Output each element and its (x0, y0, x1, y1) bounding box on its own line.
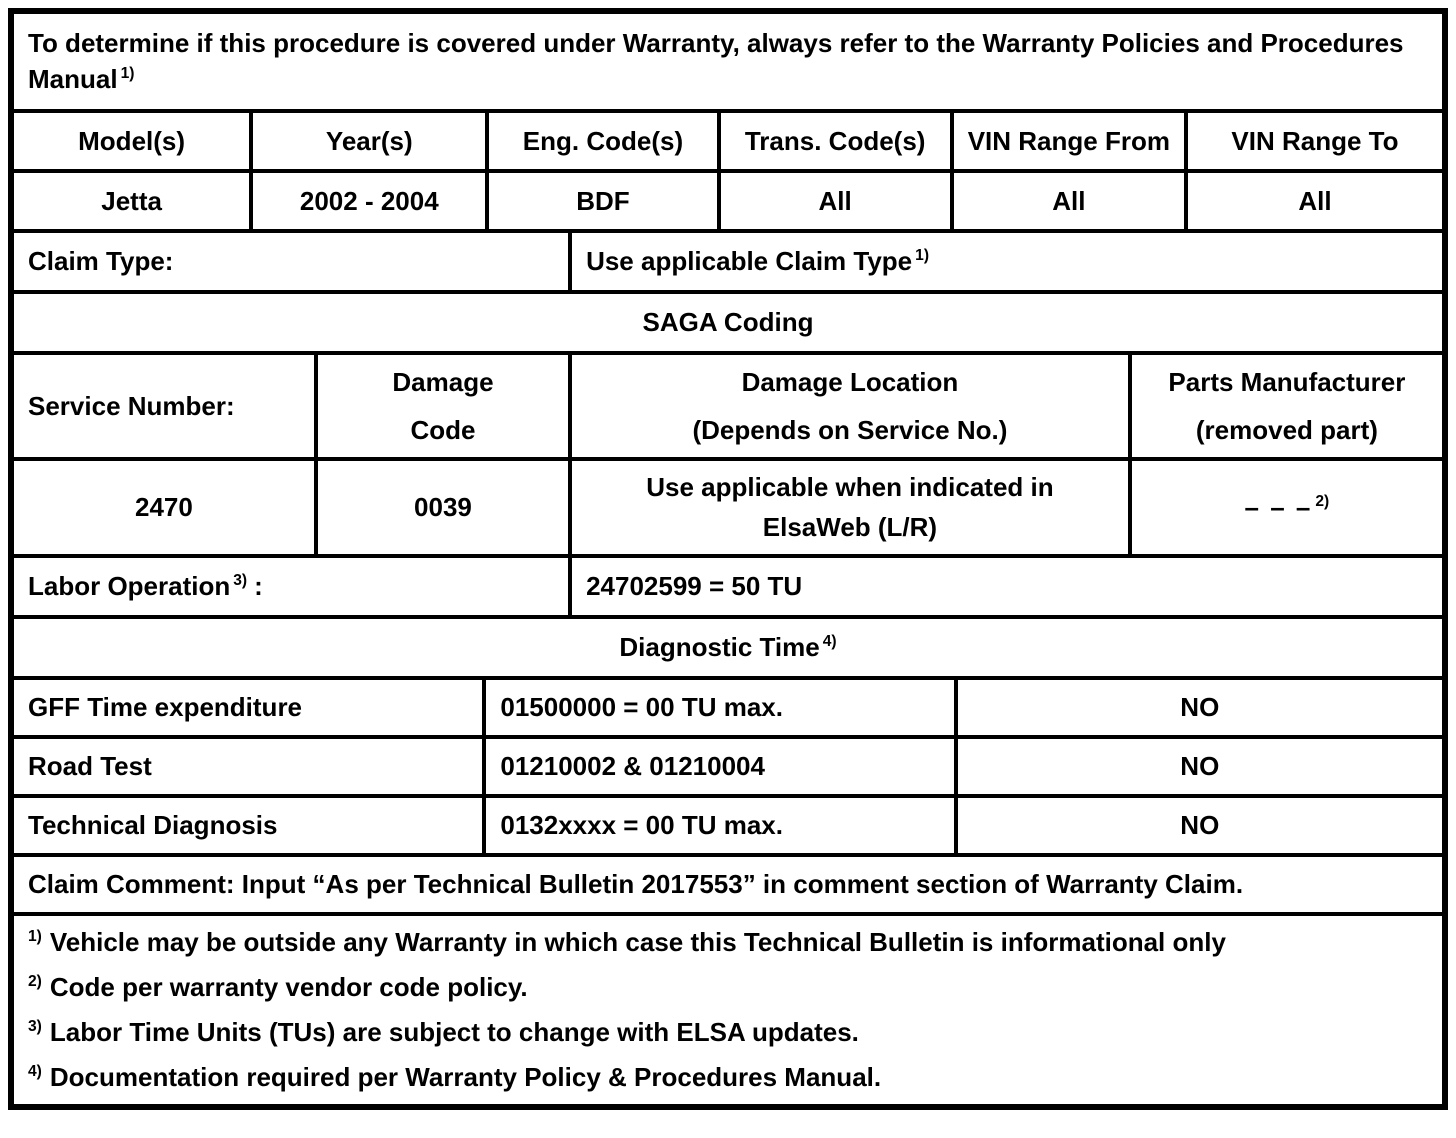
footnotes-row (14, 912, 1442, 1104)
diagnostic-time-banner-row (14, 615, 1442, 676)
vin-to-header-cell (1184, 113, 1442, 169)
trans-code-value: All (818, 185, 852, 216)
years-value: 2002 - 2004 (299, 185, 439, 216)
eng-code-value-cell (485, 173, 716, 229)
eng-code-value: BDF (576, 185, 630, 216)
footnote-4 (28, 1062, 881, 1093)
model-value-cell (14, 173, 249, 229)
saga-coding-title: SAGA Coding (642, 307, 814, 337)
model-header-cell (14, 113, 249, 169)
gff-time-allowed-cell (954, 680, 1442, 735)
footnote-2-text: Code per warranty vendor code policy. (49, 972, 528, 1002)
parts-manufacturer-header-line2: (removed part) (1195, 414, 1378, 445)
labor-operation-label (28, 571, 263, 602)
technical-diagnosis-allowed: NO (1180, 810, 1220, 840)
claim-type-footnote-ref: 1) (915, 247, 930, 265)
vin-from-value: All (1052, 185, 1086, 216)
vin-from-header-cell (950, 113, 1184, 169)
gff-time-allowed: NO (1180, 692, 1220, 722)
saga-coding-banner-row (14, 290, 1442, 351)
parts-manufacturer-header-line1: Parts Manufacturer (1168, 366, 1406, 397)
intro-text (28, 26, 1428, 98)
gff-time-code-cell (482, 680, 953, 735)
damage-location-value-cell (568, 461, 1128, 554)
intro-row (14, 14, 1442, 109)
diagnostic-time-title-text: Diagnostic Time (619, 632, 820, 662)
model-value: Jetta (101, 185, 162, 216)
damage-location-value-line1: Use applicable when indicated in (646, 472, 1054, 502)
footnote-4-ref: 4) (28, 1063, 42, 1081)
service-number-value: 2470 (135, 492, 193, 522)
labor-operation-colon: : (254, 571, 263, 601)
warranty-information-table (8, 8, 1448, 1110)
claim-comment-text: Claim Comment: Input “As per Technical Bulletin 2017553” in comment section of Warranty Claim. (28, 869, 1244, 899)
footnote-1-ref: 1) (28, 928, 42, 946)
parts-manufacturer-header-cell (1128, 355, 1442, 457)
vin-to-value-cell (1184, 173, 1442, 229)
claim-comment-row (14, 853, 1442, 912)
intro-footnote-ref: 1) (120, 64, 135, 82)
claim-type-row (14, 229, 1442, 290)
parts-manufacturer-value-cell (1128, 461, 1442, 554)
damage-code-value-cell (314, 461, 568, 554)
claim-type-value (586, 246, 929, 277)
saga-header-row (14, 351, 1442, 457)
years-value-cell (249, 173, 485, 229)
technical-diagnosis-code-cell (482, 798, 953, 853)
footnote-3-text: Labor Time Units (TUs) are subject to change with ELSA updates. (49, 1017, 859, 1047)
road-test-code: 01210002 & 01210004 (500, 751, 765, 781)
parts-manufacturer-footnote-ref: 2) (1315, 493, 1330, 511)
damage-location-header-line2: (Depends on Service No.) (692, 414, 1008, 445)
vin-to-header: VIN Range To (1231, 125, 1399, 156)
claim-comment-cell (14, 857, 1442, 912)
vehicle-header-row (14, 109, 1442, 169)
gff-time-label: GFF Time expenditure (28, 692, 303, 722)
road-test-code-cell (482, 739, 953, 794)
service-number-header: Service Number: (28, 390, 235, 421)
labor-operation-value: 24702599 = 50 TU (586, 571, 803, 601)
service-number-header-cell (14, 355, 314, 457)
road-test-allowed-cell (954, 739, 1442, 794)
footnote-1-text: Vehicle may be outside any Warranty in which case this Technical Bulletin is informational only (49, 927, 1226, 957)
labor-operation-label-text: Labor Operation (28, 571, 231, 601)
labor-operation-value-cell (568, 558, 1442, 615)
trans-code-value-cell (717, 173, 950, 229)
years-header-cell (249, 113, 485, 169)
diagnostic-time-banner-cell (14, 619, 1442, 676)
technical-diagnosis-label: Technical Diagnosis (28, 810, 278, 840)
technical-diagnosis-label-cell (14, 798, 482, 853)
claim-type-value-cell (568, 233, 1442, 290)
saga-values-row (14, 457, 1442, 554)
footnotes-cell (14, 916, 1442, 1104)
model-header: Model(s) (78, 125, 186, 156)
diagnostic-time-title (619, 632, 836, 663)
saga-coding-banner-cell (14, 294, 1442, 351)
labor-operation-row (14, 554, 1442, 615)
damage-code-header-cell (314, 355, 568, 457)
footnote-1 (28, 927, 1226, 958)
trans-code-header-cell (717, 113, 950, 169)
years-header: Year(s) (325, 125, 413, 156)
technical-diagnosis-code: 0132xxxx = 00 TU max. (500, 810, 783, 840)
eng-code-header-cell (485, 113, 716, 169)
road-test-allowed: NO (1180, 751, 1220, 781)
eng-code-header: Eng. Code(s) (522, 125, 684, 156)
vin-from-header: VIN Range From (967, 125, 1170, 156)
service-number-value-cell (14, 461, 314, 554)
vin-to-value: All (1298, 185, 1332, 216)
footnote-3 (28, 1017, 859, 1048)
vin-from-value-cell (950, 173, 1184, 229)
road-test-row (14, 735, 1442, 794)
damage-code-value: 0039 (414, 492, 472, 522)
labor-operation-footnote-ref: 3) (233, 572, 248, 590)
gff-time-label-cell (14, 680, 482, 735)
claim-type-label: Claim Type: (28, 246, 174, 276)
technical-diagnosis-allowed-cell (954, 798, 1442, 853)
damage-location-header-line1: Damage Location (741, 366, 959, 397)
footnote-2 (28, 972, 528, 1003)
intro-text-body: To determine if this procedure is covered under Warranty, always refer to the Warranty Policies and Procedures Manual (28, 27, 1404, 94)
damage-location-value-line2: ElsaWeb (L/R) (762, 512, 938, 542)
footnote-4-text: Documentation required per Warranty Policy & Procedures Manual. (49, 1062, 882, 1092)
claim-type-label-cell (14, 233, 568, 290)
road-test-label: Road Test (28, 751, 152, 781)
technical-diagnosis-row (14, 794, 1442, 853)
parts-manufacturer-value (1245, 492, 1330, 523)
damage-location-header-cell (568, 355, 1128, 457)
parts-manufacturer-dashes: – – – (1244, 492, 1313, 522)
footnote-2-ref: 2) (28, 973, 42, 991)
diagnostic-time-footnote-ref: 4) (822, 633, 837, 651)
damage-code-header-line1: Damage (392, 366, 494, 397)
damage-code-header-line2: Code (410, 414, 476, 445)
trans-code-header: Trans. Code(s) (744, 125, 926, 156)
claim-type-value-text: Use applicable Claim Type (586, 246, 913, 276)
labor-operation-label-cell (14, 558, 568, 615)
road-test-label-cell (14, 739, 482, 794)
footnote-3-ref: 3) (28, 1018, 42, 1036)
gff-time-code: 01500000 = 00 TU max. (500, 692, 783, 722)
vehicle-values-row (14, 169, 1442, 229)
intro-cell (14, 14, 1442, 109)
gff-time-row (14, 676, 1442, 735)
